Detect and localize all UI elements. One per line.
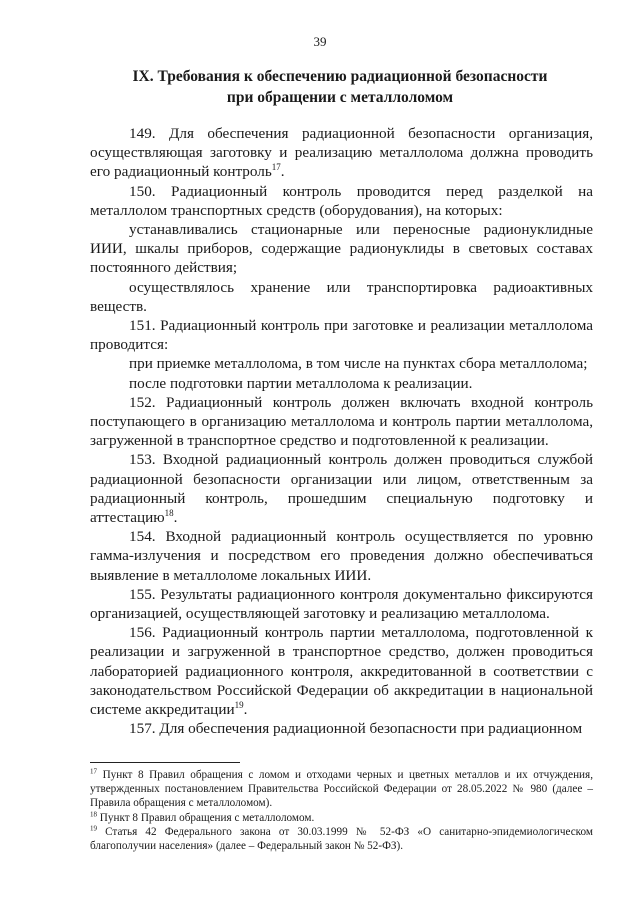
page-number: 39 [313,34,327,49]
footnote-separator [90,762,240,763]
paragraph-152: 152. Радиационный контроль должен включать входной контроль поступающего в организацию металлолома и контроль партии металлолома, загруженной в транспортное средство и подготовленной к реализации. [90,393,593,450]
footnote-ref-17[interactable]: 17 [271,162,281,173]
section-heading [90,66,590,108]
footnotes [90,768,593,853]
paragraph-150-item-1: устанавливались стационарные или переносные радионуклидные ИИИ, шкалы приборов, содержащие радионуклиды в световых составах постоянного действия; [90,221,593,277]
paragraph-150-item-2: осуществлялось хранение или транспортировка радиоактивных веществ. [90,278,593,315]
paragraph-151-item-2: после подготовки партии металлолома к реализации. [129,374,473,392]
footnote-19: $^{19}$ Статья 42 Федерального закона от 30.03.1999 № 52-ФЗ «О санитарно-эпидемиологическом благополучии населения» (далее – Федеральный закон № 52-ФЗ). [90,824,593,853]
footnote-17: $^{17}$ Пункт 8 Правил обращения с ломом и отходами черных и цветных металлов и их отчуждения, утвержденных постановлением Правительства Российской Федерации от 28.05.2022 № 980 (далее – Правила обращения с металлоломом). [90,767,593,810]
footnote-ref-18[interactable]: 18 [164,508,174,518]
paragraph-157: 157. Для обеспечения радиационной безопасности при радиационном [129,720,583,738]
body-text [90,124,593,739]
paragraph-153: 153. Входной радиационный контроль должен проводиться службой радиационной безопасности организации или лицом, ответственным за радиационный контроль, прошедшим специальную подготовку и аттестацию$^{18}$. [90,451,593,527]
paragraph-149: 149. Для обеспечения радиационной безопасности организация, осуществляющая заготовку и реализацию металлолома должна проводить его радиационный контроль$^{17}$. [90,125,593,181]
paragraph-151-item-1: при приемке металлолома, в том числе на пунктах сбора металлолома; [129,355,588,373]
paragraph-155: 155. Результаты радиационного контроля документально фиксируются организацией, осуществляющей заготовку и реализацию металлолома. [90,585,593,623]
paragraph-151: 151. Радиационный контроль при заготовке и реализации металлолома проводится: [90,317,593,354]
paragraph-150: 150. Радиационный контроль проводится перед разделкой на металлолом транспортных средств (оборудования), на которых: [90,182,593,219]
footnote-18: $^{18}$ Пункт 8 Правил обращения с металлоломом. [90,809,315,824]
section-heading-line-2: при обращении с металлоломом [226,89,454,106]
footnote-ref-19[interactable]: 19 [234,700,244,711]
paragraph-154: 154. Входной радиационный контроль осуществляется по уровню гамма-излучения и посредством его проведения должно обеспечиваться выявление в металлоломе локальных ИИИ. [90,528,593,584]
paragraph-156: 156. Радиационный контроль партии металлолома, подготовленной к реализации и загруженной в транспортное средство, должен проводиться лабораторией радиационного контроля, аккредитованной в соответствии с законодательством Российской Федерации об аккредитации в национальной системе аккредитации$^{19}$. [90,624,593,719]
section-heading-line-1: IX. Требования к обеспечению радиационной безопасности [132,68,548,85]
